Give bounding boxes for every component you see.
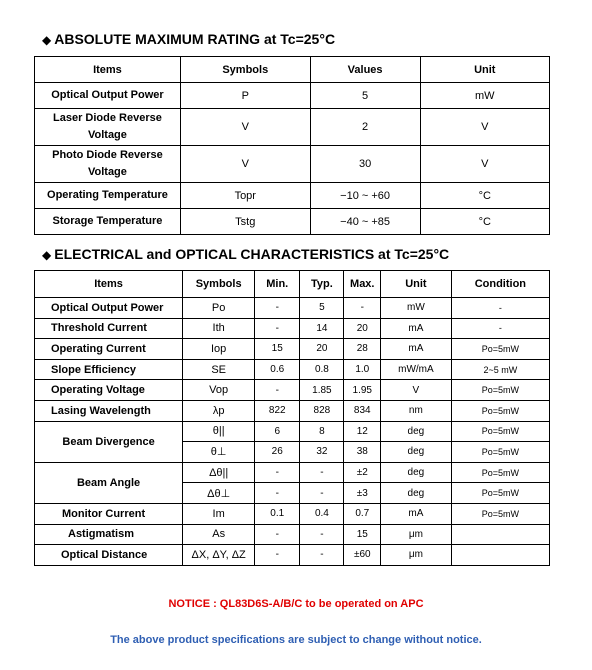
min-cell: - bbox=[255, 462, 300, 483]
electrical-optical-characteristics-table bbox=[34, 270, 550, 566]
unit-cell: °C bbox=[420, 209, 549, 235]
symbol-cell: Im bbox=[183, 503, 255, 524]
disclaimer-text: The above product specifications are subject to change without notice. bbox=[110, 634, 482, 646]
item-cell: Lasing Wavelength bbox=[35, 400, 183, 421]
condition-cell bbox=[451, 524, 549, 545]
symbol-cell: Ith bbox=[183, 318, 255, 339]
table-row bbox=[35, 209, 550, 235]
value-cell: −10 ~ +60 bbox=[310, 183, 420, 209]
symbol-cell: V bbox=[180, 109, 310, 146]
condition-cell: Po=5mW bbox=[451, 462, 549, 483]
typ-cell: 0.8 bbox=[300, 359, 344, 380]
min-cell: 15 bbox=[255, 339, 300, 360]
unit-cell: nm bbox=[381, 400, 452, 421]
condition-cell: Po=5mW bbox=[451, 380, 549, 401]
symbol-cell: Iop bbox=[183, 339, 255, 360]
header-symbols: Symbols bbox=[183, 271, 255, 298]
symbol-cell: Vop bbox=[183, 380, 255, 401]
symbol-cell: Δθ⊥ bbox=[183, 483, 255, 504]
min-cell: - bbox=[255, 318, 300, 339]
unit-cell: mA bbox=[381, 503, 452, 524]
max-cell: ±60 bbox=[344, 545, 381, 566]
min-cell: - bbox=[255, 298, 300, 319]
table-row bbox=[35, 109, 550, 146]
symbol-cell: Po bbox=[183, 298, 255, 319]
unit-cell: V bbox=[420, 146, 549, 183]
item-cell: Astigmatism bbox=[35, 524, 183, 545]
max-cell: 15 bbox=[344, 524, 381, 545]
typ-cell: 1.85 bbox=[300, 380, 344, 401]
condition-cell bbox=[451, 545, 549, 566]
condition-cell: Po=5mW bbox=[451, 339, 549, 360]
header-unit: Unit bbox=[420, 57, 549, 83]
unit-cell: μm bbox=[381, 545, 452, 566]
table-row bbox=[35, 298, 550, 319]
header-items: Items bbox=[35, 271, 183, 298]
table-row bbox=[35, 318, 550, 339]
symbol-cell: θ|| bbox=[183, 421, 255, 442]
typ-cell: 5 bbox=[300, 298, 344, 319]
unit-cell: μm bbox=[381, 524, 452, 545]
typ-cell: 828 bbox=[300, 400, 344, 421]
symbol-cell: V bbox=[180, 146, 310, 183]
header-unit: Unit bbox=[381, 271, 452, 298]
max-cell: 20 bbox=[344, 318, 381, 339]
unit-cell: deg bbox=[381, 483, 452, 504]
section1-title: ABSOLUTE MAXIMUM RATING at Tc=25°C bbox=[54, 31, 336, 47]
unit-cell: deg bbox=[381, 462, 452, 483]
condition-cell: Po=5mW bbox=[451, 503, 549, 524]
value-cell: −40 ~ +85 bbox=[310, 209, 420, 235]
max-cell: ±2 bbox=[344, 462, 381, 483]
min-cell: 822 bbox=[255, 400, 300, 421]
typ-cell: 0.4 bbox=[300, 503, 344, 524]
condition-cell: - bbox=[451, 298, 549, 319]
table-row bbox=[35, 400, 550, 421]
item-cell: Operating Current bbox=[35, 339, 183, 360]
min-cell: - bbox=[255, 524, 300, 545]
item-cell: Photo Diode Reverse Voltage bbox=[35, 146, 181, 183]
symbol-cell: Δθ|| bbox=[183, 462, 255, 483]
min-cell: - bbox=[255, 380, 300, 401]
item-cell: Slope Efficiency bbox=[35, 359, 183, 380]
max-cell: ±3 bbox=[344, 483, 381, 504]
symbol-cell: P bbox=[180, 83, 310, 109]
typ-cell: 14 bbox=[300, 318, 344, 339]
typ-cell: - bbox=[300, 545, 344, 566]
header-min: Min. bbox=[255, 271, 300, 298]
table-header-row bbox=[35, 271, 550, 298]
table-row bbox=[35, 183, 550, 209]
table-row bbox=[35, 462, 550, 483]
min-cell: 0.6 bbox=[255, 359, 300, 380]
symbol-cell: θ⊥ bbox=[183, 442, 255, 463]
diamond-bullet-icon: ◆ bbox=[42, 33, 52, 47]
table-row bbox=[35, 524, 550, 545]
notice-text: NOTICE : QL83D6S-A/B/C to be operated on APC bbox=[168, 598, 424, 610]
item-cell: Laser Diode Reverse Voltage bbox=[35, 109, 181, 146]
header-condition: Condition bbox=[451, 271, 549, 298]
symbol-cell: Tstg bbox=[180, 209, 310, 235]
min-cell: - bbox=[255, 483, 300, 504]
table-row bbox=[35, 83, 550, 109]
header-values: Values bbox=[310, 57, 420, 83]
header-max: Max. bbox=[344, 271, 381, 298]
header-typ: Typ. bbox=[300, 271, 344, 298]
typ-cell: 32 bbox=[300, 442, 344, 463]
symbol-cell: ΔX, ΔY, ΔZ bbox=[183, 545, 255, 566]
unit-cell: V bbox=[381, 380, 452, 401]
unit-cell: mW/mA bbox=[381, 359, 452, 380]
item-cell: Storage Temperature bbox=[35, 209, 181, 235]
max-cell: 38 bbox=[344, 442, 381, 463]
unit-cell: °C bbox=[420, 183, 549, 209]
table-row bbox=[35, 359, 550, 380]
typ-cell: - bbox=[300, 483, 344, 504]
unit-cell: deg bbox=[381, 442, 452, 463]
condition-cell: 2~5 mW bbox=[451, 359, 549, 380]
table-row bbox=[35, 503, 550, 524]
item-cell: Monitor Current bbox=[35, 503, 183, 524]
typ-cell: - bbox=[300, 462, 344, 483]
item-cell: Beam Divergence bbox=[35, 421, 183, 462]
table-row bbox=[35, 339, 550, 360]
symbol-cell: As bbox=[183, 524, 255, 545]
section1-heading bbox=[42, 31, 335, 47]
unit-cell: mW bbox=[381, 298, 452, 319]
item-cell: Optical Output Power bbox=[35, 298, 183, 319]
value-cell: 2 bbox=[310, 109, 420, 146]
max-cell: 28 bbox=[344, 339, 381, 360]
min-cell: - bbox=[255, 545, 300, 566]
max-cell: 1.0 bbox=[344, 359, 381, 380]
symbol-cell: λp bbox=[183, 400, 255, 421]
table-row bbox=[35, 421, 550, 442]
section2-title: ELECTRICAL and OPTICAL CHARACTERISTICS at Tc=25°C bbox=[54, 246, 450, 262]
typ-cell: 20 bbox=[300, 339, 344, 360]
symbol-cell: SE bbox=[183, 359, 255, 380]
condition-cell: Po=5mW bbox=[451, 442, 549, 463]
min-cell: 26 bbox=[255, 442, 300, 463]
condition-cell: - bbox=[451, 318, 549, 339]
unit-cell: deg bbox=[381, 421, 452, 442]
unit-cell: V bbox=[420, 109, 549, 146]
condition-cell: Po=5mW bbox=[451, 400, 549, 421]
item-cell: Threshold Current bbox=[35, 318, 183, 339]
typ-cell: - bbox=[300, 524, 344, 545]
max-cell: 1.95 bbox=[344, 380, 381, 401]
section2-heading bbox=[42, 246, 449, 262]
max-cell: 834 bbox=[344, 400, 381, 421]
condition-cell: Po=5mW bbox=[451, 421, 549, 442]
unit-cell: mA bbox=[381, 339, 452, 360]
min-cell: 6 bbox=[255, 421, 300, 442]
item-cell: Optical Output Power bbox=[35, 83, 181, 109]
diamond-bullet-icon: ◆ bbox=[42, 248, 52, 262]
table-row bbox=[35, 380, 550, 401]
unit-cell: mW bbox=[420, 83, 549, 109]
value-cell: 30 bbox=[310, 146, 420, 183]
item-cell: Operating Voltage bbox=[35, 380, 183, 401]
item-cell: Optical Distance bbox=[35, 545, 183, 566]
value-cell: 5 bbox=[310, 83, 420, 109]
header-symbols: Symbols bbox=[180, 57, 310, 83]
min-cell: 0.1 bbox=[255, 503, 300, 524]
table-header-row bbox=[35, 57, 550, 83]
max-cell: 12 bbox=[344, 421, 381, 442]
table-row bbox=[35, 545, 550, 566]
item-cell: Operating Temperature bbox=[35, 183, 181, 209]
max-cell: 0.7 bbox=[344, 503, 381, 524]
table-row bbox=[35, 146, 550, 183]
item-cell: Beam Angle bbox=[35, 462, 183, 503]
typ-cell: 8 bbox=[300, 421, 344, 442]
absolute-maximum-rating-table bbox=[34, 56, 550, 235]
unit-cell: mA bbox=[381, 318, 452, 339]
symbol-cell: Topr bbox=[180, 183, 310, 209]
condition-cell: Po=5mW bbox=[451, 483, 549, 504]
header-items: Items bbox=[35, 57, 181, 83]
max-cell: - bbox=[344, 298, 381, 319]
